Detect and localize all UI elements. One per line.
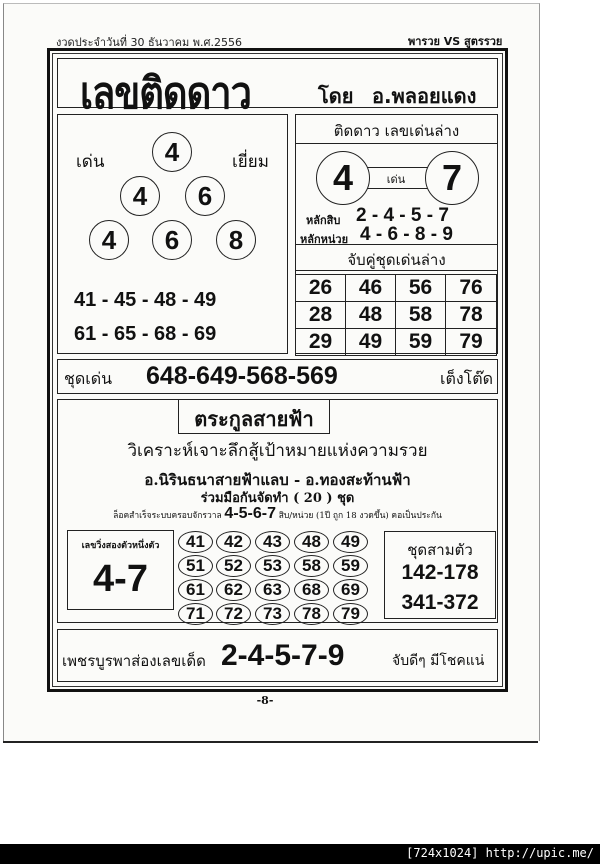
- note-numbers: 4-5-6-7: [224, 505, 276, 522]
- watermark-text: [724x1024] http://upic.me/: [406, 846, 594, 860]
- oval-number: 49: [333, 531, 368, 553]
- number-row: 61 - 65 - 68 - 69: [74, 323, 217, 345]
- section2-title: ตระกูลสายฟ้า: [194, 407, 314, 431]
- pair-cell: 59: [395, 328, 446, 356]
- featured-set-suffix: เต็งโต๊ด: [440, 369, 494, 388]
- pair-cell: 48: [345, 301, 396, 329]
- pyramid-digit: 4: [152, 132, 192, 172]
- number-row: 41 - 45 - 48 - 49: [74, 289, 217, 311]
- oval-number: 72: [216, 603, 251, 625]
- oval-number: 41: [178, 531, 213, 553]
- pairs-heading: จับคู่ชุดเด่นล่าง: [347, 251, 446, 269]
- oval-number: 51: [178, 555, 213, 577]
- footer-numbers: 2-4-5-7-9: [221, 639, 345, 672]
- issue-date: งวดประจำวันที่ 30 ธันวาคม พ.ศ.2556: [56, 36, 242, 49]
- section2-subtitle: วิเคราะห์เจาะลึกสู้เป้าหมายแห่งความรวย: [127, 441, 428, 461]
- featured-set-numbers: 648-649-568-569: [146, 362, 338, 390]
- lead-digit-left: 4: [316, 151, 370, 205]
- pyramid-digit: 4: [89, 220, 129, 260]
- pair-cell: 56: [395, 274, 446, 302]
- oval-number: 71: [178, 603, 213, 625]
- lead-digit-right: 7: [425, 151, 479, 205]
- label-prominent: เด่น: [76, 152, 105, 172]
- page-bottom-edge: [3, 741, 538, 743]
- oval-number: 58: [294, 555, 329, 577]
- units-values: 4 - 6 - 8 - 9: [360, 224, 453, 245]
- three-digit-line2: 341-372: [401, 591, 479, 614]
- pyramid-digit: 4: [120, 176, 160, 216]
- units-label: หลักหน่วย: [300, 233, 349, 246]
- lead-label: เด่น: [386, 173, 406, 186]
- pair-cell: 76: [445, 274, 497, 302]
- oval-number: 61: [178, 579, 213, 601]
- oval-number: 42: [216, 531, 251, 553]
- column-title: พารวย VS สูตรรวย: [408, 35, 503, 48]
- oval-number: 78: [294, 603, 329, 625]
- pair-cell: 29: [295, 328, 346, 356]
- tens-values: 2 - 4 - 5 - 7: [356, 205, 449, 226]
- pair-cell: 79: [445, 328, 497, 356]
- pair-cell: 26: [295, 274, 346, 302]
- oval-number: 59: [333, 555, 368, 577]
- pair-cell: 28: [295, 301, 346, 329]
- running-pair-label: เลขวิ่งสองตัวหนึ่งตัว: [81, 541, 160, 551]
- pair-cell: 46: [345, 274, 396, 302]
- featured-set-label: ชุดเด่น: [64, 369, 113, 388]
- section2-authors: อ.นิรินธนาสายฟ้าแลบ - อ.ทองสะท้านฟ้า: [144, 471, 411, 489]
- note-suffix: สิบ/หน่วย (1ปี ถูก 18 งวดขึ้น) คอเป็นประกัน: [278, 511, 442, 521]
- three-digit-line1: 142-178: [401, 561, 479, 584]
- oval-number: 53: [255, 555, 290, 577]
- tens-label: หลักสิบ: [306, 214, 341, 227]
- note-prefix: ล็อคสำเร็จระบบครอบจักรวาล: [113, 511, 222, 521]
- by-label: โดย: [318, 84, 354, 108]
- oval-number: 52: [216, 555, 251, 577]
- oval-number: 43: [255, 531, 290, 553]
- pyramid-digit: 6: [152, 220, 192, 260]
- pyramid-digit: 6: [185, 176, 225, 216]
- oval-number: 62: [216, 579, 251, 601]
- footer-prefix: เพชรบูรพาส่องเลขเด็ด: [62, 652, 206, 670]
- oval-number: 68: [294, 579, 329, 601]
- oval-number: 63: [255, 579, 290, 601]
- section2-note: [57, 505, 498, 523]
- page-number: -8-: [256, 694, 274, 707]
- oval-number: 79: [333, 603, 368, 625]
- pyramid-digit: 8: [216, 220, 256, 260]
- oval-number: 69: [333, 579, 368, 601]
- label-excellent: เยี่ยม: [232, 152, 269, 172]
- section2-co-produced: ร่วมมือกันจัดทำ ( 20 ) ชุด: [200, 491, 355, 506]
- pair-cell: 49: [345, 328, 396, 356]
- footer-suffix: จับดีๆ มีโชคแน่: [392, 653, 485, 669]
- three-digit-label: ชุดสามตัว: [407, 541, 473, 559]
- running-pair-value: 4-7: [93, 558, 148, 600]
- pair-cell: 78: [445, 301, 497, 329]
- oval-number: 48: [294, 531, 329, 553]
- page-title: เลขติดดาว: [80, 67, 251, 119]
- right-heading: ติดดาว เลขเด่นล่าง: [333, 122, 460, 140]
- oval-number: 73: [255, 603, 290, 625]
- author-name: อ.พลอยแดง: [372, 84, 477, 108]
- pair-cell: 58: [395, 301, 446, 329]
